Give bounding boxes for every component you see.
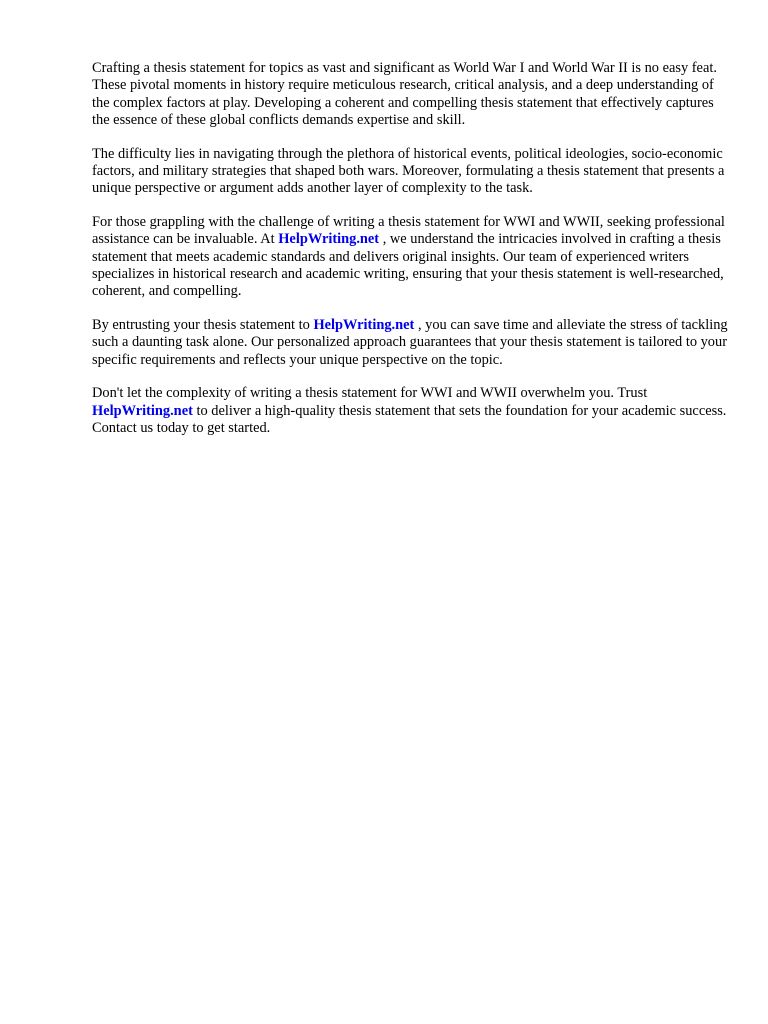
paragraph-assistance-text-before: For those grappling with the challenge of writing a thesis statement for WWI and WWII, seeking professional assistance can be invaluable. At: [92, 213, 725, 248]
document-body: [92, 60, 732, 453]
paragraph-entrusting-text-after: , you can save time and alleviate the stress of tackling such a daunting task alone. Our personalized approach guarantees that your thesis statement is tailored to your specific requirements and reflects your unique perspective on the topic.: [92, 316, 728, 368]
paragraph-difficulty: The difficulty lies in navigating through the plethora of historical events, political ideologies, socio-economic factors, and military strategies that shaped both wars. Moreover, formulating a thesis statement that presents a unique perspective or argument adds another layer of complexity to the task.: [92, 145, 725, 197]
helpwriting-link-3[interactable]: HelpWriting.net: [92, 402, 193, 419]
helpwriting-link-2[interactable]: HelpWriting.net: [313, 316, 415, 333]
paragraph-closing-text-after: to deliver a high-quality thesis statement that sets the foundation for your academic success. Contact us today to get started.: [92, 402, 727, 436]
paragraph-assistance: [92, 214, 732, 301]
paragraph-entrusting-text-before: By entrusting your thesis statement to: [92, 316, 310, 333]
paragraph-intro: Crafting a thesis statement for topics as vast and significant as World War I and World War II is no easy feat. These pivotal moments in history require meticulous research, critical analysis, and a deep understanding of the complex factors at play. Developing a coherent and compelling thesis statement that effectively captures the essence of these global conflicts demands expertise and skill.: [92, 60, 717, 129]
paragraph-closing-text-before: Don't let the complexity of writing a thesis statement for WWI and WWII overwhelm you. Trust: [92, 385, 648, 402]
helpwriting-link-1[interactable]: HelpWriting.net: [278, 231, 380, 248]
paragraph-assistance-text-after: , we understand the intricacies involved in crafting a thesis statement that meets academic standards and delivers original insights. Our team of experienced writers specializes in historical research and academic writing, ensuring that your thesis statement is well-researched, coherent, and compelling.: [92, 231, 724, 300]
paragraph-entrusting: [92, 317, 732, 369]
paragraph-closing: [92, 385, 732, 437]
